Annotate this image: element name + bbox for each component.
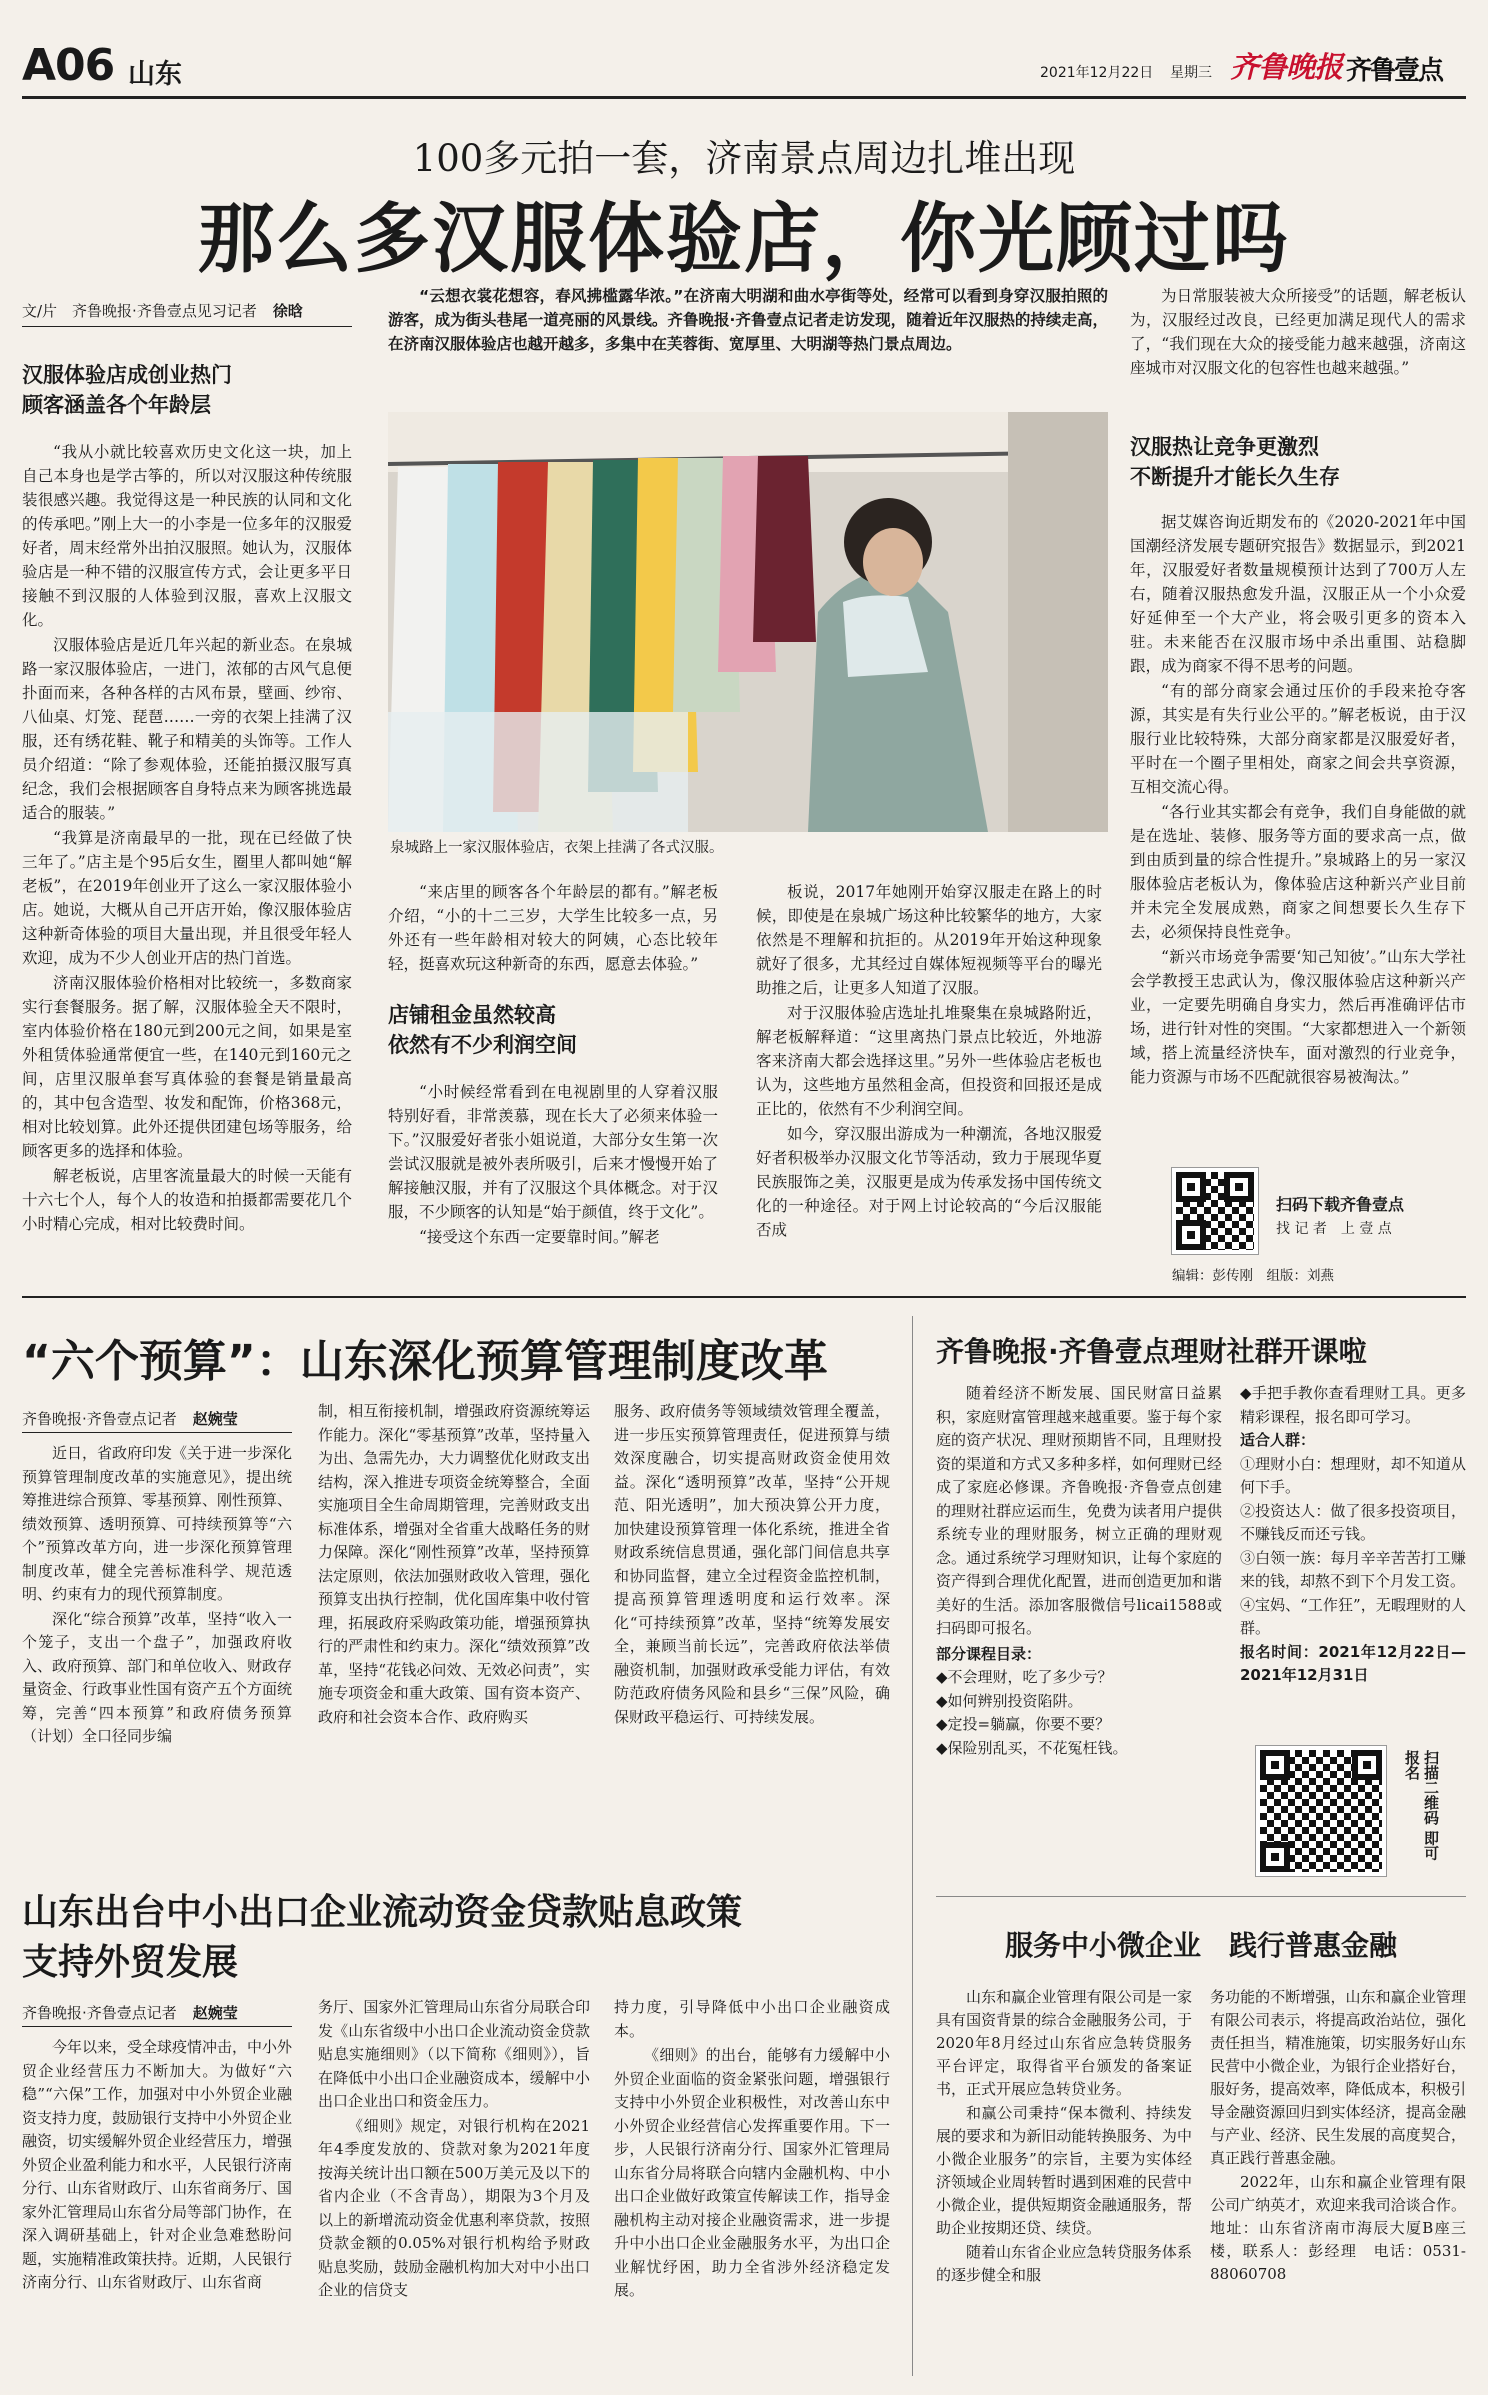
ad1-title: 齐鲁晚报·齐鲁壹点理财社群开课啦	[936, 1335, 1367, 1368]
paragraph: “来店里的顾客各个年龄层的都有。”解老板介绍，“小的十二三岁，大学生比较多一点，另外还有一些年龄相对较大的阿姨，心态比较年轻，挺喜欢玩这种新奇的东西，愿意去体验。”	[388, 883, 718, 973]
paragraph: “我从小就比较喜欢历史文化这一块，加上自己本身也是学古筝的，所以对汉服这种传统服装很感兴趣。我觉得这是一种民族的认同和文化的传承吧。”刚上大一的小李是一位多年的汉服爱好者，周末经常外出拍汉服照。她认为，汉服体验店是一种不错的汉服宣传方式，会让更多平日接触不到汉服的人体验到汉服，喜欢上汉服文化。	[22, 443, 352, 629]
byline-name: 赵婉莹	[192, 2004, 238, 2022]
story1-column-2b	[388, 1080, 718, 1250]
story2-headline: “六个预算”：山东深化预算管理制度改革	[22, 1336, 828, 1387]
editors-credit: 编辑：彭传刚 组版：刘燕	[1172, 1268, 1334, 1284]
story3-column-2	[318, 1996, 590, 2304]
byline-rule	[22, 326, 352, 327]
story1-subhead-2	[388, 1000, 718, 1060]
audience-item: ②投资达人：做了很多投资项目，不赚钱反而还亏钱。	[1240, 1501, 1466, 1543]
paragraph: 近日，省政府印发《关于进一步深化预算管理制度改革的实施意见》，提出统筹推进综合预算、零基预算、刚性预算、绩效预算、透明预算、可持续预算等“六个”预算改革方向，进一步深化预算管理制度改革，健全完善标准科学、规范透明、约束有力的现代预算制度。	[22, 1444, 293, 1603]
story2-column-1	[22, 1442, 292, 1750]
paragraph: 济南汉服体验价格相对比较统一，多数商家实行套餐服务。据了解，汉服体验全天不限时，室内体验价格在180元到200元之间，如果是室外租赁体验通常便宜一些，在140元到160元之间，店里汉服单套写真体验的套餐是销量最高的，其中包含造型、妆发和配饰，价格368元，相对比较划算。此外还提供团建包场等服务，给顾客更多的选择和体验。	[22, 974, 352, 1160]
qr-sub-label: 找 记 者 上 壹 点	[1276, 1221, 1392, 1237]
byline-role: 文/片 齐鲁晚报·齐鲁壹点见习记者	[22, 302, 257, 320]
byline-name: 赵婉莹	[192, 1410, 238, 1428]
paragraph: 《细则》规定，对银行机构在2021年4季度发放的、贷款对象为2021年度按海关统计出口额在500万美元及以下的省内企业（不含青岛），期限为3个月及以上的新增流动资金优惠利率贷款，按照贷款金额的0.05%对银行机构给予财政贴息奖励，鼓励金融机构加大对中小出口企业的信贷支	[318, 2116, 590, 2299]
subhead-line: 店铺租金虽然较高	[388, 1003, 556, 1027]
ad1-audience-label: 适合人群：	[1240, 1431, 1316, 1449]
story1-column-3	[756, 880, 1102, 1243]
issue-date: 2021年12月22日	[1040, 65, 1154, 81]
paragraph: 随着山东省企业应急转贷服务体系的逐步健全和服	[936, 2243, 1192, 2284]
story1-column-4	[1130, 284, 1466, 381]
story3-byline	[22, 2002, 238, 2023]
qr-code-app[interactable]	[1172, 1168, 1258, 1254]
brand-logo-qilu-yidian: 齐鲁壹点	[1346, 56, 1443, 86]
ad1-signup-time: 报名时间：2021年12月22日—2021年12月31日	[1240, 1642, 1466, 1684]
section-divider	[22, 1296, 1466, 1298]
ad1-right-note: ◆手把手教你查看理财工具。更多精彩课程，报名即可学习。	[1240, 1384, 1466, 1426]
audience-item: ③白领一族：每月辛辛苦苦打工赚来的钱，却熬不到下个月发工资。	[1240, 1548, 1466, 1590]
paragraph: “有的部分商家会通过压价的手段来抢夺客源，其实是有失行业公平的。”解老板说，由于汉服行业比较特殊，大部分商家都是汉服爱好者，平时在一个圈子里相处，商家之间会共享资源，互相交流心得。	[1130, 682, 1466, 796]
ad1-course-label: 部分课程目录：	[936, 1644, 1042, 1663]
audience-item: ④宝妈、“工作狂”，无暇理财的人群。	[1240, 1595, 1466, 1637]
paragraph: 汉服体验店是近几年兴起的新业态。在泉城路一家汉服体验店，一进门，浓郁的古风气息便扑面而来，各种各样的古风布景，壁画、纱帘、八仙桌、灯笼、琵琶……一旁的衣架上挂满了汉服，还有绣花鞋、靴子和精美的头饰等。工作人员介绍道：“除了参观体验，还能拍摄汉服写真纪念，我们会根据顾客自身特点来为顾客挑选最适合的服装。”	[22, 636, 352, 822]
story1-byline	[22, 300, 303, 321]
paragraph: “接受这个东西一定要靠时间。”解老	[419, 1228, 660, 1246]
ad2-top-rule	[936, 1896, 1466, 1897]
byline-role: 齐鲁晚报·齐鲁壹点记者	[22, 1410, 177, 1428]
story3-headline	[22, 1888, 902, 1988]
story1-subhead-3	[1130, 432, 1466, 492]
paragraph: 如今，穿汉服出游成为一种潮流，各地汉服爱好者积极举办汉服文化节等活动，致力于展现华夏民族服饰之美，汉服更是成为传承发扬中国传统文化的一种途径。对于网上讨论较高的“今后汉服能否成	[756, 1125, 1102, 1239]
vertical-divider	[912, 1316, 913, 2376]
paragraph: 今年以来，受全球疫情冲击，中小外贸企业经营压力不断加大。为做好“六稳”“六保”工作，加强对中小外贸企业融资支持力度，鼓励银行支持中小外贸企业融资，切实缓解外贸企业经营压力，增强外贸企业盈利能力和水平，人民银行济南分行、山东省财政厅、山东省商务厅、国家外汇管理局山东省分局等部门协作，在深入调研基础上，针对企业急难愁盼问题，实施精准政策扶持。近期，人民银行济南分行、山东省财政厅、山东省商	[22, 2038, 293, 2291]
story2-column-3	[614, 1400, 890, 1730]
paragraph: 对于汉服体验店选址扎堆聚集在泉城路附近，解老板解释道：“这里离热门景点比较近，外地游客来济南大都会选择这里。”另外一些体验店老板也认为，这些地方虽然租金高，但投资和回报还是成正比的，依然有不少利润空间。	[756, 1004, 1102, 1118]
qr-code-signup[interactable]	[1256, 1746, 1386, 1876]
story1-lead	[388, 284, 1108, 356]
byline-rule	[22, 1432, 292, 1433]
headline-line: 山东出台中小出口企业流动资金贷款贴息政策	[22, 1892, 743, 1933]
paragraph: 山东和赢企业管理有限公司是一家具有国资背景的综合金融服务公司，于2020年8月经过山东省应急转贷服务平台评定，取得省平台颁发的备案证书，正式开展应急转贷业务。	[936, 1988, 1192, 2098]
story2-byline	[22, 1408, 238, 1429]
headline-line: 支持外贸发展	[22, 1942, 239, 1983]
ad2-column-1	[936, 1986, 1192, 2288]
paragraph: 服务、政府债务等领域绩效管理全覆盖，进一步压实预算管理责任，促进预算与绩效深度融合，切实提高财政资金使用效益。深化“透明预算”改革，坚持“公开规范、阳光透明”，加大预决算公开力度，加快建设预算管理一体化系统，推进全省财政系统信息贯通，强化部门间信息共享和协同监督，建立全过程资金监控机制，提高预算管理透明度和运行效率。深化“可持续预算”改革，坚持“统筹发展安全，兼顾当前长远”，完善政府依法举债融资机制，加强财政承受能力评估，有效防范政府债务风险和县乡“三保”风险，确保财政平稳运行、可持续发展。	[614, 1402, 890, 1726]
hanfu-rack-photo	[388, 412, 1108, 832]
story1-subhead-1	[22, 360, 352, 420]
story2-column-2	[318, 1400, 590, 1730]
paragraph: 深化“综合预算”改革，坚持“收入一个笼子，支出一个盘子”，加强政府收入、政府预算、部门和单位收入、财政存量资金、行政事业性国有资产五个方面统筹，完善“四本预算”和政府债务预算（计划）全口径同步编	[22, 1609, 293, 1745]
course-item: ◆保险别乱买，不花冤枉钱。	[936, 1738, 1128, 1757]
paragraph: 随着经济不断发展、国民财富日益累积，家庭财富管理越来越重要。鉴于每个家庭的资产状况、理财预期皆不同，且理财投资的渠道和方式又多种多样，如何理财已经成了家庭必修课。齐鲁晚报·齐鲁壹点创建的理财社群应运而生，免费为读者用户提供系统专业的理财服务，树立正确的理财观念。通过系统学习理财知识，让每个家庭的资产得到合理优化配置，进而创造更加和谐美好的生活。添加客服微信号licai1588或扫码即可报名。	[936, 1384, 1222, 1637]
story3-column-3	[614, 1996, 890, 2304]
paragraph: 和赢公司秉持“保本微利、持续发展的要求和为新旧动能转换服务、为中小微企业服务”的宗旨，主要为实体经济领域企业周转暂时遇到困难的民营中小微企业，提供短期资金融通服务，帮助企业按期还贷、续贷。	[936, 2104, 1192, 2237]
photo-caption: 泉城路上一家汉服体验店，衣架上挂满了各式汉服。	[390, 840, 724, 856]
paragraph: “新兴市场竞争需要‘知己知彼’。”山东大学社会学教授王忠武认为，像汉服体验店这种新兴产业，一定要先明确自身实力，然后再准确评估市场，进行针对性的突围。“大家都想进入一个新领域，搭上流量经济快车，面对激烈的行业竞争，能力资源与市场不匹配就很容易被淘汰。”	[1130, 948, 1466, 1086]
paragraph: 解老板说，店里客流量最大的时候一天能有十六七个人，每个人的妆造和拍摄都需要花几个小时精心完成，相对比较费时间。	[22, 1167, 352, 1233]
paragraph: 制，相互衔接机制，增强政府资源统筹运作能力。深化“零基预算”改革，坚持量入为出、急需先办，大力调整优化财政支出结构，深入推进专项资金统筹整合，全面实施项目全生命周期管理，完善财政支出标准体系，增强对全省重大战略任务的财力保障。深化“刚性预算”改革，坚持预算法定原则，依法加强财政收入管理，强化预算支出执行控制，优化国库集中收付管理，拓展政府采购政策功能，增强预算执行的严肃性和约束力。深化“绩效预算”改革，坚持“花钱必问效、无效必问责”，实施专项资金和重大政策、国有资本资产、政府和社会资本合作、政府购买	[318, 1402, 590, 1726]
subhead-line: 依然有不少利润空间	[388, 1033, 577, 1057]
ad1-body	[936, 1382, 1222, 1760]
story1-photo	[388, 412, 1108, 832]
paragraph: 板说，2017年她刚开始穿汉服走在路上的时候，即使是在泉城广场这种比较繁华的地方，大家依然是不理解和抗拒的。从2019年开始这种现象就好了很多，尤其经过自媒体短视频等平台的曝光助推之后，让更多人知道了汉服。	[756, 883, 1102, 997]
page-number: A06	[22, 40, 115, 91]
ad1-right-column	[1240, 1382, 1466, 1688]
subhead-line: 汉服体验店成创业热门	[22, 363, 232, 387]
story3-column-1	[22, 2036, 292, 2296]
header-rule	[22, 96, 1466, 99]
story1-column-1	[22, 440, 352, 1237]
lead-paragraph: “云想衣裳花想容，春风拂槛露华浓。”在济南大明湖和曲水亭街等处，经常可以看到身穿汉服拍照的游客，成为街头巷尾一道亮丽的风景线。齐鲁晚报·齐鲁壹点记者走访发现，随着近年汉服热的持续走高，在济南汉服体验店也越开越多，多集中在芙蓉街、宽厚里、大明湖等热门景点周边。	[388, 287, 1108, 353]
course-item: ◆如何辨别投资陷阱。	[936, 1691, 1083, 1710]
paragraph: 持力度，引导降低中小出口企业融资成本。	[614, 1998, 890, 2040]
course-item: ◆不会理财，吃了多少亏？	[936, 1668, 1113, 1686]
paragraph: 2022年，山东和赢企业管理有限公司广纳英才，欢迎来我司洽谈合作。地址：山东省济南市海辰大厦B座三楼，联系人：彭经理 电话：0531-88060708	[1210, 2173, 1466, 2283]
story1-column-2	[388, 880, 718, 977]
subhead-line: 不断提升才能长久生存	[1130, 465, 1340, 489]
course-item: ◆定投=躺赢，你要不要？	[936, 1715, 1111, 1733]
story1-kicker: 100多元拍一套，济南景点周边扎堆出现	[412, 137, 1076, 180]
issue-weekday: 星期三	[1170, 65, 1212, 81]
ad2-column-2	[1210, 1986, 1466, 2287]
byline-rule	[22, 2026, 292, 2027]
subhead-line: 顾客涵盖各个年龄层	[22, 393, 211, 417]
byline-role: 齐鲁晚报·齐鲁壹点记者	[22, 2004, 177, 2022]
paragraph: 务功能的不断增强，山东和赢企业管理有限公司表示，将提高政治站位，强化责任担当，精准施策，切实服务好山东民营中小微企业，为银行企业搭好台，服好务，提高效率，降低成本，积极引导金融资源回归到实体经济，提高金融与产业、经济、民生发展的高度契合，真正践行普惠金融。	[1210, 1988, 1466, 2167]
byline-name: 徐晗	[272, 302, 303, 320]
paragraph: 务厅、国家外汇管理局山东省分局联合印发《山东省级中小出口企业流动资金贷款贴息实施细则》（以下简称《细则》），旨在降低中小出口企业融资成本，缓解中小出口企业出口和资金压力。	[318, 1998, 590, 2110]
subhead-line: 汉服热让竞争更激烈	[1130, 435, 1319, 459]
ad2-title: 服务中小微企业 践行普惠金融	[1004, 1929, 1397, 1962]
paragraph: “各行业其实都会有竞争，我们自身能做的就是在选址、装修、服务等方面的要求高一点，做到由质到量的综合性提升。”泉城路上的另一家汉服体验店老板认为，像体验店这种新兴产业目前并未完全发展成熟，商家之间想要长久生存下去，必须保持良性竞争。	[1130, 803, 1466, 941]
audience-item: ①理财小白：想理财，却不知道从何下手。	[1240, 1454, 1466, 1496]
section-name: 山东	[128, 59, 182, 90]
story1-headline: 那么多汉服体验店，你光顾过吗	[198, 194, 1290, 283]
ad1-qr-caption: 扫描二维码 即可报名	[1403, 1750, 1440, 1861]
story1-column-4b	[1130, 510, 1466, 1090]
qr-label: 扫码下载齐鲁壹点	[1276, 1195, 1405, 1214]
paragraph: “小时候经常看到在电视剧里的人穿着汉服特别好看，非常羡慕，现在长大了必须来体验一下。”汉服爱好者张小姐说道，大部分女生第一次尝试汉服就是被外表所吸引，后来才慢慢开始了解接触汉服，并有了汉服这个具体概念。对于汉服，不少顾客的认知是“始于颜值，终于文化”。	[388, 1083, 718, 1221]
paragraph: 为日常服装被大众所接受”的话题，解老板认为，汉服经过改良，已经更加满足现代人的需求了，“我们现在大众的接受能力越来越强，济南这座城市对汉服文化的包容性也越来越强。”	[1130, 287, 1466, 377]
paragraph: 《细则》的出台，能够有力缓解中小外贸企业面临的资金紧张问题，增强银行支持中小外贸企业积极性，对改善山东中小外贸企业经营信心发挥重要作用。下一步，人民银行济南分行、国家外汇管理局山东省分局将联合向辖内金融机构、中小出口企业做好政策宣传解读工作，指导金融机构主动对接企业融资需求，进一步提升中小出口企业金融服务水平，为出口企业解忧纾困，助力全省涉外经济稳定发展。	[614, 2046, 890, 2299]
paragraph: 据艾媒咨询近期发布的《2020-2021年中国国潮经济发展专题研究报告》数据显示，到2021年，汉服爱好者数量规模预计达到了700万人左右，随着汉服热愈发升温，汉服正从一个小众爱好延伸至一个大产业，将会吸引更多的资本入驻。未来能否在汉服市场中杀出重围、站稳脚跟，成为商家不得不思考的问题。	[1130, 513, 1466, 675]
brand-logo-qilu-evening: 齐鲁晚报	[1230, 50, 1343, 84]
paragraph: “我算是济南最早的一批，现在已经做了快三年了。”店主是个95后女生，圈里人都叫她“解老板”，在2019年创业开了这么一家汉服体验小店。她说，大概从自己开店开始，像汉服体验店这种新奇体验的项目大量出现，并且很受年轻人欢迎，成为不少人创业开店的热门首选。	[22, 829, 352, 967]
